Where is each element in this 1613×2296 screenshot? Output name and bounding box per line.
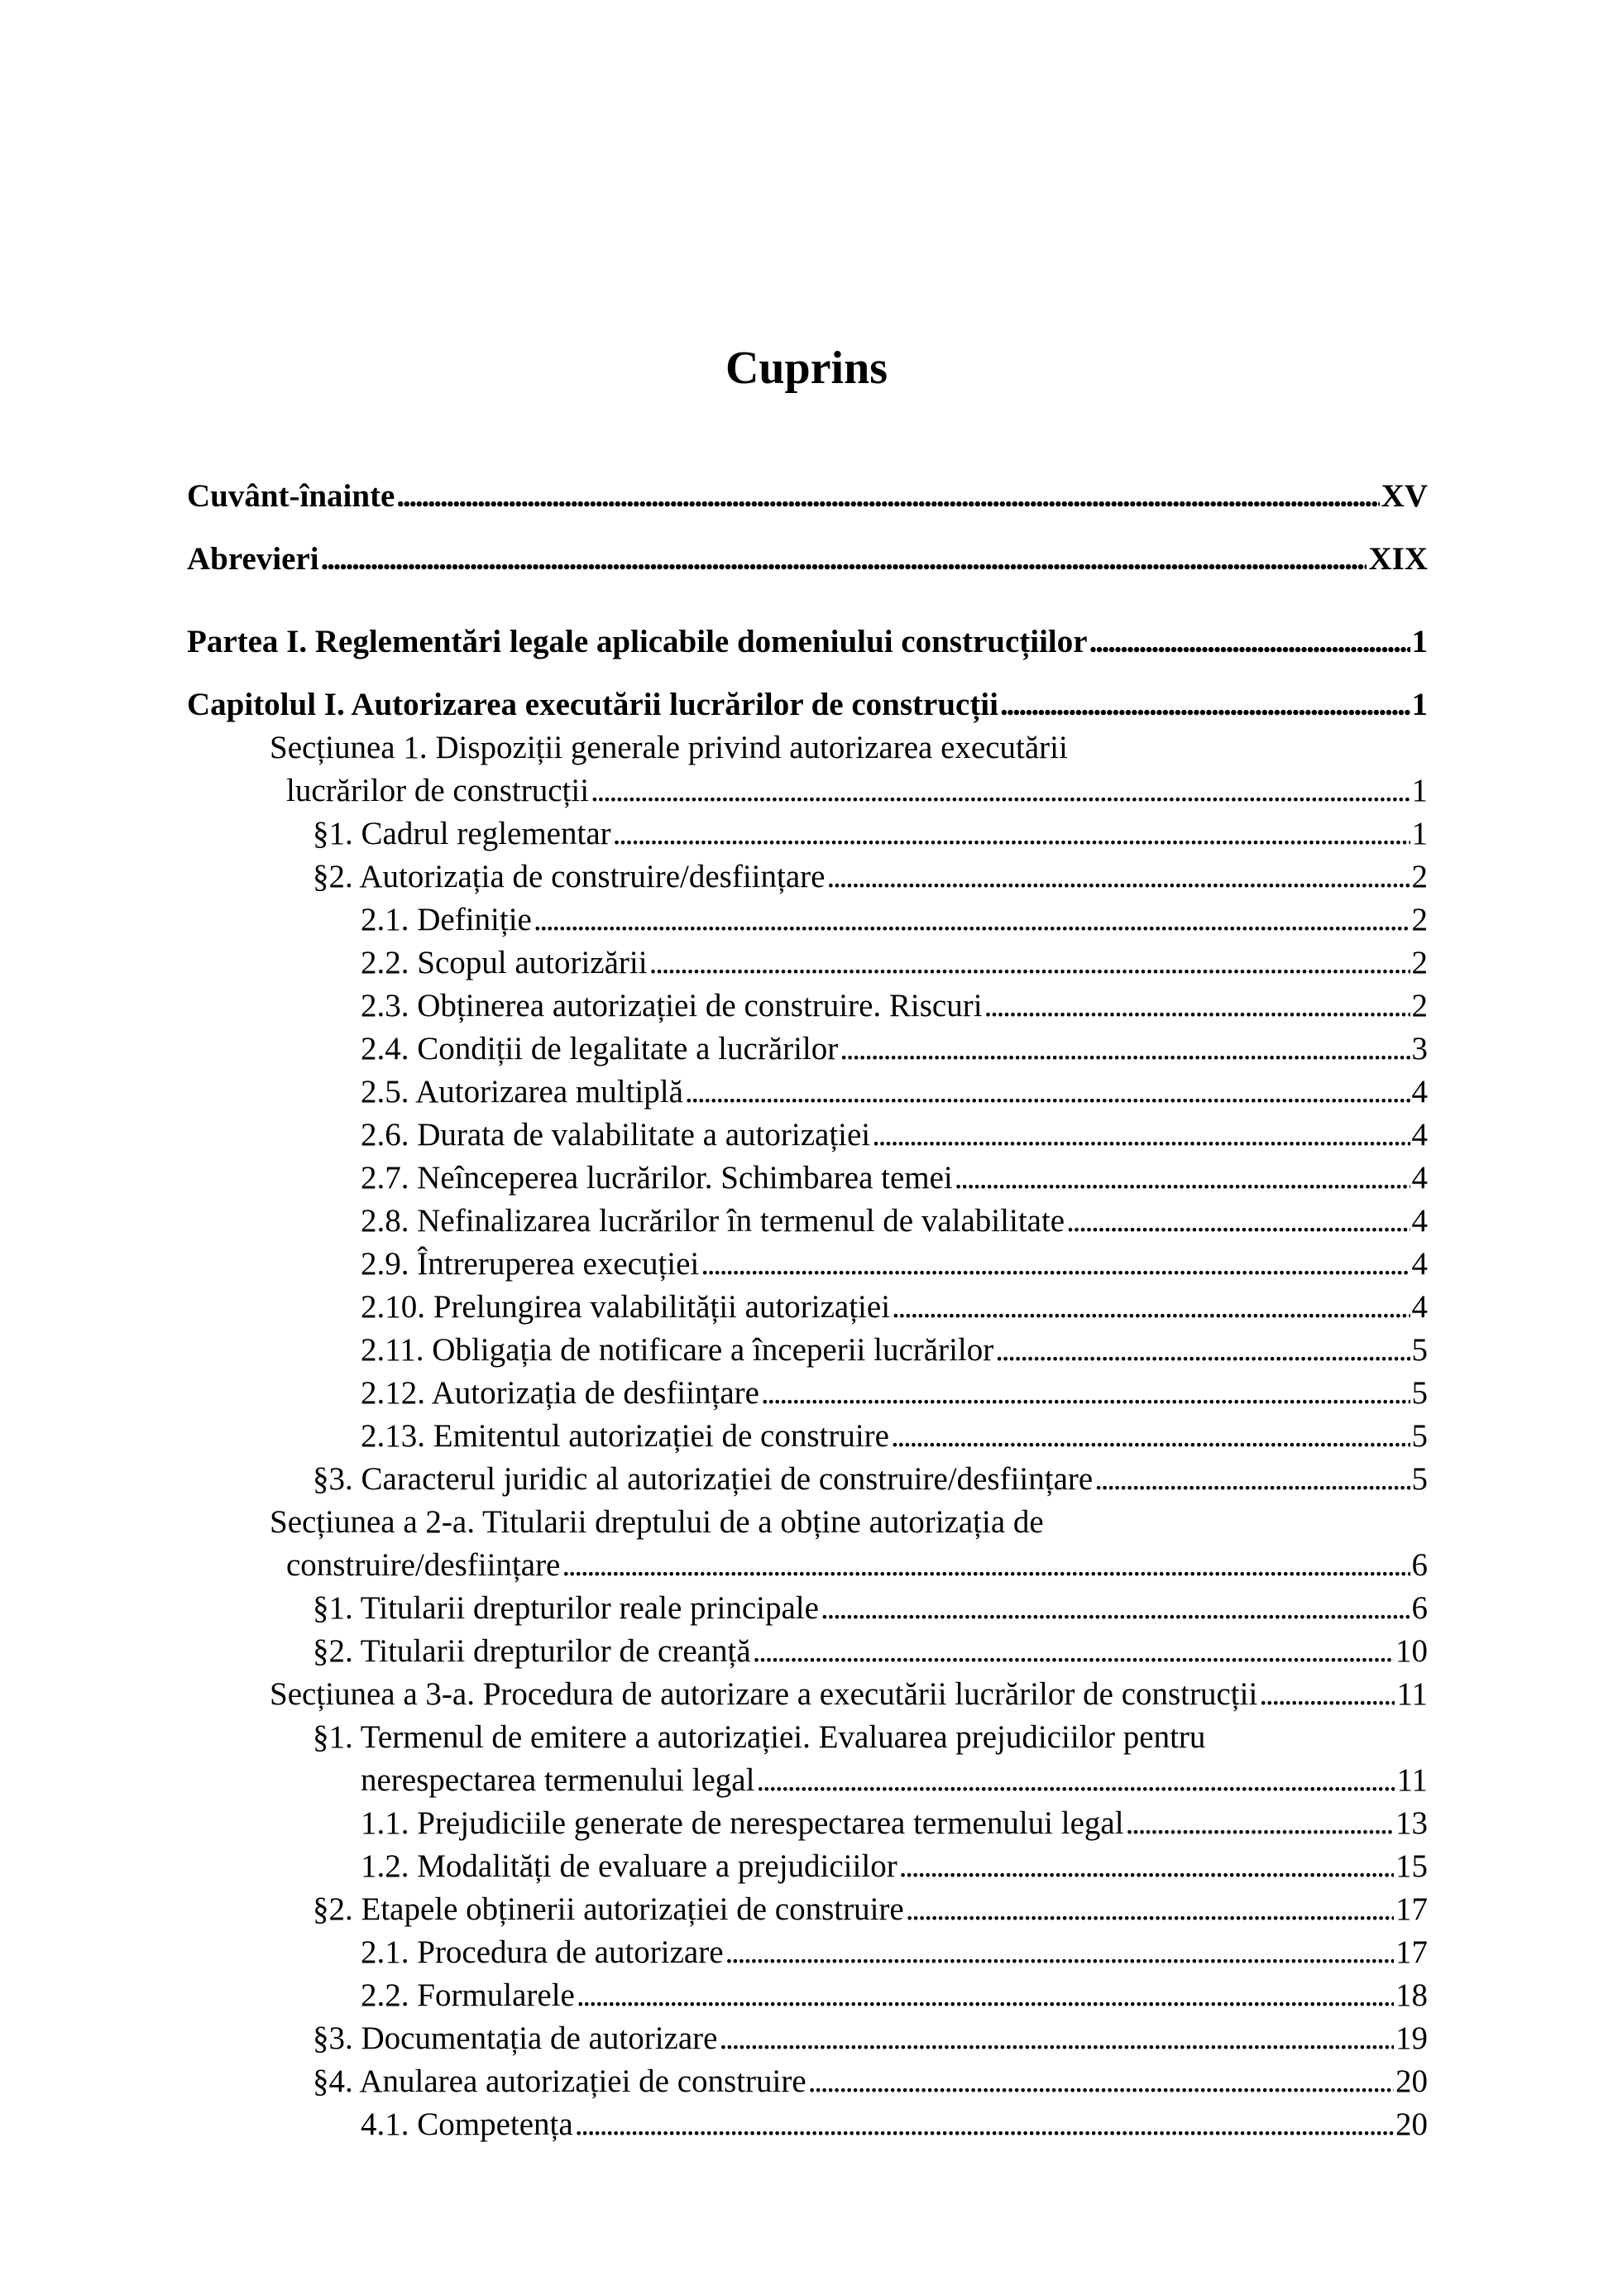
toc-entry-text: 2.6. Durata de valabilitate a autorizației: [361, 1117, 871, 1153]
toc-entry-text: construire/desființare: [286, 1547, 561, 1583]
toc-entry-page: 4: [1411, 1289, 1428, 1325]
toc-entry-text: 2.5. Autorizarea multiplă: [361, 1074, 683, 1110]
dot-leader: [756, 1759, 1395, 1802]
toc-entry-page: 3: [1411, 1031, 1428, 1067]
toc-entry-page: 1: [1411, 816, 1428, 851]
toc-entry-page: 6: [1411, 1590, 1428, 1626]
dot-leader: [995, 1329, 1410, 1372]
dot-leader: [701, 1243, 1410, 1286]
dot-leader: [575, 2103, 1394, 2146]
page-title: Cuprins: [725, 343, 888, 394]
dot-leader: [649, 942, 1410, 985]
toc-entry-page: XIX: [1368, 541, 1428, 577]
toc-entry-page: 17: [1395, 1934, 1428, 1970]
toc-entry-text: 2.2. Formularele: [361, 1977, 575, 2013]
toc-entry-page: 4: [1411, 1074, 1428, 1110]
dot-leader: [872, 1114, 1410, 1157]
toc-entry-text: 2.10. Prelungirea valabilității autorizației: [361, 1289, 891, 1325]
toc-entry-page: 18: [1395, 1977, 1428, 2013]
toc-entry-text: 2.8. Nefinalizarea lucrărilor în termenul de valabilitate: [361, 1203, 1065, 1239]
toc-entry: [187, 812, 1428, 856]
toc-entry-text: §1. Cadrul reglementar: [313, 816, 611, 851]
dot-leader: [725, 1931, 1394, 1974]
toc-entry-page: 20: [1395, 2107, 1428, 2142]
toc-entry-page: 11: [1396, 1762, 1428, 1798]
toc-entry-page: 17: [1395, 1891, 1428, 1927]
toc-entry-page: 5: [1411, 1375, 1428, 1411]
toc-entry-text: §2. Titularii drepturilor de creanță: [313, 1633, 751, 1669]
toc-entry-page: 10: [1395, 1633, 1428, 1669]
toc-entry: [187, 985, 1428, 1028]
toc-entry-text: §3. Caracterul juridic al autorizației de construire/desființare: [313, 1461, 1094, 1497]
dot-leader: [1126, 1802, 1394, 1845]
dot-leader: [1094, 1458, 1410, 1501]
toc-entry-line: Secțiunea a 2-a. Titularii dreptului de a obține autorizația de: [270, 1504, 1044, 1540]
toc-entry: [187, 1931, 1428, 1974]
toc-entry-text: 2.11. Obligația de notificare a începerii lucrărilor: [361, 1332, 994, 1368]
dot-leader: [891, 1415, 1410, 1458]
toc-entry: [187, 1630, 1428, 1673]
toc-entry-text: Abrevieri: [187, 541, 319, 577]
toc-entry: [187, 2103, 1428, 2146]
toc-entry: [187, 1372, 1428, 1415]
toc-entry-page: 4: [1411, 1160, 1428, 1196]
toc-entry: [187, 1888, 1428, 1931]
toc-entry-text: 2.4. Condiții de legalitate a lucrărilor: [361, 1031, 839, 1067]
toc-entry: [187, 1759, 1428, 1802]
dot-leader: [753, 1630, 1394, 1673]
toc-entry-text: 1.2. Modalități de evaluare a prejudiciilor: [361, 1848, 897, 1884]
toc-entry: [187, 1200, 1428, 1243]
toc-entry: [187, 2060, 1428, 2103]
dot-leader: [1066, 1200, 1410, 1243]
toc-entry: [187, 1845, 1428, 1888]
toc-entry: [187, 1157, 1428, 1200]
toc-entry: [187, 538, 1428, 581]
toc-entry: [187, 1028, 1428, 1071]
toc-entry-text: 2.2. Scopul autorizării: [361, 945, 648, 980]
toc-entry-page: 2: [1411, 859, 1428, 894]
toc-entry-page: 4: [1411, 1203, 1428, 1239]
dot-leader: [562, 1544, 1410, 1587]
toc-entry: [187, 1544, 1428, 1587]
toc-entry-text: 2.12. Autorizația de desființare: [361, 1375, 759, 1411]
toc-entry-text: 2.7. Neînceperea lucrărilor. Schimbarea temei: [361, 1160, 953, 1196]
dot-leader: [685, 1071, 1410, 1114]
toc-entry-page: 1: [1411, 773, 1428, 808]
toc-entry-text: 2.13. Emitentul autorizației de construire: [361, 1418, 889, 1454]
toc-entry-text: §1. Titularii drepturilor reale principale: [313, 1590, 819, 1626]
toc-entry-text: §2. Autorizația de construire/desființare: [313, 859, 826, 894]
toc-entry: [187, 1243, 1428, 1286]
toc-entry-page: 19: [1395, 2020, 1428, 2056]
toc-entry: [187, 1415, 1428, 1458]
toc-entry-page: 2: [1411, 902, 1428, 937]
dot-leader: [984, 985, 1410, 1028]
toc-entry-page: 2: [1411, 945, 1428, 980]
toc-entry-text: nerespectarea termenului legal: [361, 1762, 755, 1798]
toc-entry: [187, 1329, 1428, 1372]
dot-leader: [955, 1157, 1410, 1200]
toc-entry-text: 2.3. Obținerea autorizației de construire. Riscuri: [361, 988, 983, 1023]
toc-entry-page: 11: [1396, 1676, 1428, 1712]
toc-entry-text: Cuvânt-înainte: [187, 478, 395, 514]
dot-leader: [892, 1286, 1410, 1329]
toc-entry-page: 4: [1411, 1246, 1428, 1282]
dot-leader: [906, 1888, 1394, 1931]
dot-leader: [577, 1974, 1394, 2017]
dot-leader: [719, 2017, 1394, 2060]
toc-entry-text: lucrărilor de construcții: [286, 773, 590, 808]
toc-entry-text: Partea I. Reglementări legale aplicabile domeniului construcțiilor: [187, 624, 1088, 659]
toc-entry: [187, 1458, 1428, 1501]
toc-entry-page: 5: [1411, 1461, 1428, 1497]
toc-entry: [187, 942, 1428, 985]
toc-entry-page: 5: [1411, 1332, 1428, 1368]
toc-entry: [187, 475, 1428, 518]
toc-entry: [187, 2017, 1428, 2060]
table-of-contents: [187, 475, 1428, 2146]
toc-entry: [187, 621, 1428, 664]
toc-entry-page: 5: [1411, 1418, 1428, 1454]
dot-leader: [321, 538, 1367, 581]
toc-entry-page: XV: [1381, 478, 1428, 514]
toc-entry-text: 2.9. Întreruperea execuției: [361, 1246, 700, 1282]
dot-leader: [899, 1845, 1394, 1888]
toc-entry-page: 20: [1395, 2064, 1428, 2099]
toc-entry-text: §2. Etapele obținerii autorizației de construire: [313, 1891, 904, 1927]
dot-leader: [808, 2060, 1394, 2103]
toc-entry-page: 1: [1411, 624, 1428, 659]
dot-leader: [1089, 621, 1410, 664]
dot-leader: [840, 1028, 1410, 1071]
toc-entry-page: 4: [1411, 1117, 1428, 1153]
toc-entry: [187, 899, 1428, 942]
toc-entry-text: 4.1. Competența: [361, 2107, 573, 2142]
toc-entry-text: §4. Anularea autorizației de construire: [313, 2064, 806, 2099]
toc-entry: [187, 1286, 1428, 1329]
toc-entry-text: 2.1. Procedura de autorizare: [361, 1934, 724, 1970]
dot-leader: [591, 769, 1410, 812]
toc-entry-text: 2.1. Definiție: [361, 902, 532, 937]
toc-entry-page: 13: [1395, 1805, 1428, 1841]
toc-entry: [187, 856, 1428, 899]
toc-entry-text: §3. Documentația de autorizare: [313, 2020, 718, 2056]
toc-entry-page: 6: [1411, 1547, 1428, 1583]
toc-entry: [187, 1587, 1428, 1630]
toc-entry: [187, 1802, 1428, 1845]
dot-leader: [613, 812, 1410, 856]
toc-entry: [187, 1673, 1428, 1716]
dot-leader: [821, 1587, 1410, 1630]
dot-leader: [761, 1372, 1410, 1415]
toc-entry-line: Secțiunea 1. Dispoziții generale privind autorizarea executării: [270, 730, 1068, 765]
toc-entry-text: 1.1. Prejudiciile generate de nerespectarea termenului legal: [361, 1805, 1124, 1841]
dot-leader: [826, 856, 1410, 899]
toc-entry: [187, 1071, 1428, 1114]
toc-entry: [187, 1974, 1428, 2017]
dot-leader: [1000, 683, 1410, 726]
toc-entry-text: Secțiunea a 3-a. Procedura de autorizare a executării lucrărilor de construcții: [270, 1676, 1258, 1712]
toc-entry-page: 2: [1411, 988, 1428, 1023]
toc-entry-line: §1. Termenul de emitere a autorizației. Evaluarea prejudiciilor pentru: [313, 1719, 1206, 1755]
dot-leader: [534, 899, 1410, 942]
dot-leader: [1259, 1673, 1395, 1716]
toc-entry: [187, 769, 1428, 812]
toc-entry: [187, 683, 1428, 726]
toc-entry-page: 1: [1411, 687, 1428, 722]
dot-leader: [396, 475, 1379, 518]
toc-entry-text: Capitolul I. Autorizarea executării lucrărilor de construcții: [187, 687, 998, 722]
toc-entry: [187, 1114, 1428, 1157]
toc-entry-page: 15: [1395, 1848, 1428, 1884]
